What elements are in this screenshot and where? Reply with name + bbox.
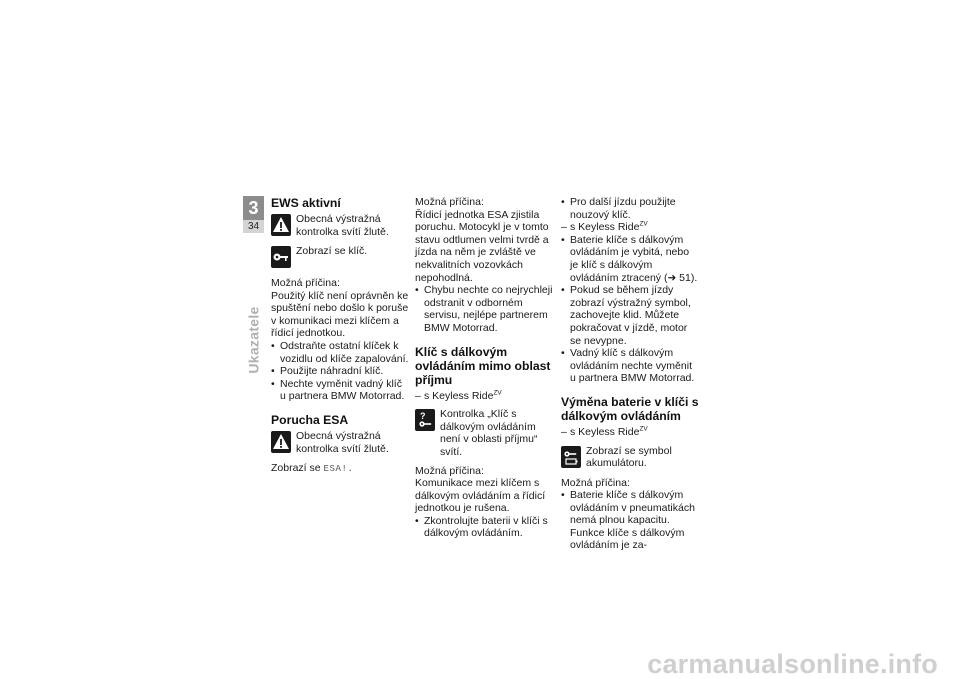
cause-label: Možná příčina:: [415, 464, 484, 477]
mid-bullets: [561, 234, 699, 385]
option-sup: ZV: [639, 425, 648, 433]
battery-symbol-text: Zobrazí se symbol akumulátoru.: [586, 444, 672, 470]
option-keyless-ride: [561, 221, 699, 234]
top-bullets: [561, 196, 699, 221]
option-keyless-ride: [415, 390, 553, 403]
ews-warning-text: Obecná výstražná kontrolka svítí žlutě.: [296, 213, 389, 238]
option-text: s Keyless Ride: [570, 425, 640, 438]
key-icon: [271, 246, 291, 268]
chapter-tab: [243, 196, 264, 233]
cause-label: Možná příčina:: [415, 196, 484, 208]
warning-triangle-icon: [271, 431, 291, 453]
esa-bullets: [415, 284, 553, 334]
heading-battery-replace: Výměna baterie v klíči s dálkovým ovládáním: [561, 394, 699, 423]
column-1: [271, 196, 409, 476]
warning-triangle-icon: [271, 214, 291, 236]
list-item: • Baterie klíče s dálkovým ovládáním v pneumatikách nemá plnou kapacitu. Funkce klíče s dálkovým ovládáním je za-: [561, 489, 699, 552]
heading-key-out-of-range: Klíč s dálkovým ovládáním mimo oblast příjmu: [415, 344, 551, 387]
ews-key-row: [271, 245, 409, 271]
heading-esa-fault: Porucha ESA: [271, 412, 349, 427]
column-3: [561, 196, 699, 552]
key-question-icon: [415, 409, 435, 431]
option-keyless-ride: [561, 426, 699, 439]
esa-display-prefix: Zobrazí se: [271, 461, 321, 474]
cause-text: Řídicí jednotka ESA zjistila poruchu. Motocykl je v tomto stavu odtlumen velmi tvrdě a jízda na něm je zvláště ve nekvalitních vozovkách nepohodlná.: [415, 208, 549, 284]
list-item: • Pokud se během jízdy zobrazí výstražný symbol, zachovejte klid. Můžete pokračovat v jízdě, motor se nevypne.: [561, 284, 699, 347]
list-item: • Odstraňte ostatní klíček k vozidlu od klíče zapalování.: [271, 340, 409, 365]
page-number: 34: [243, 220, 264, 233]
option-sup: ZV: [639, 220, 648, 228]
ews-warning-row: [271, 213, 409, 239]
list-item: • Baterie klíče s dálkovým ovládáním je vybitá, nebo je klíč s dálkovým ovládáním ztracený (➜ 51).: [561, 234, 699, 284]
option-sup: ZV: [493, 389, 502, 397]
svg-text:?: ?: [420, 411, 426, 422]
key-battery-icon: [561, 446, 581, 468]
ews-key-text: Zobrazí se klíč.: [296, 245, 368, 257]
list-item: • Nechte vyměnit vadný klíč u partnera BMW Motorrad.: [271, 378, 409, 403]
watermark: carmanualsonline.info: [647, 649, 938, 679]
range-bullets: [415, 515, 553, 540]
list-item: • Vadný klíč s dálkovým ovládáním nechte vyměnit u partnera BMW Motorrad.: [561, 347, 699, 385]
list-item: • Pro další jízdu použijte nouzový klíč.: [561, 196, 699, 221]
range-symbol-row: [415, 408, 553, 458]
esa-warning-row: [271, 430, 409, 456]
heading-ews-active: EWS aktivní: [271, 196, 341, 210]
list-item: • Chybu nechte co nejrychleji odstranit v odborném servisu, nejlépe partnerem BMW Motorrad.: [415, 284, 553, 334]
column-2: [415, 196, 553, 540]
bottom-bullets: [561, 489, 699, 552]
range-symbol-text: Kontrolka „Klíč s dálkovým ovládáním není v oblasti příjmu“ svítí.: [440, 408, 538, 458]
cause-label: Možná příčina:: [561, 476, 630, 489]
cause-text: Použitý klíč není oprávněn ke spuštění nebo došlo k poruše v komunikaci mezi klíčem a řídicí jednotkou.: [271, 289, 409, 340]
cause-text: Komunikace mezi klíčem s dálkovým ovládáním a řídicí jednotkou je rušena.: [415, 477, 546, 515]
cause-label: Možná příčina:: [271, 277, 340, 289]
list-item: • Použijte náhradní klíč.: [271, 365, 409, 378]
chapter-number: 3: [243, 196, 264, 220]
option-text: s Keyless Ride: [424, 389, 494, 402]
esa-display-line: [271, 462, 409, 476]
esa-display-code: ESA!.: [323, 463, 354, 474]
option-text: s Keyless Ride: [570, 221, 640, 234]
esa-warning-text: Obecná výstražná kontrolka svítí žlutě.: [296, 429, 389, 455]
battery-symbol-row: [561, 445, 699, 471]
ews-bullets: [271, 340, 409, 403]
section-label: Ukazatele: [245, 306, 262, 374]
list-item: • Zkontrolujte baterii v klíči s dálkovým ovládáním.: [415, 515, 553, 540]
